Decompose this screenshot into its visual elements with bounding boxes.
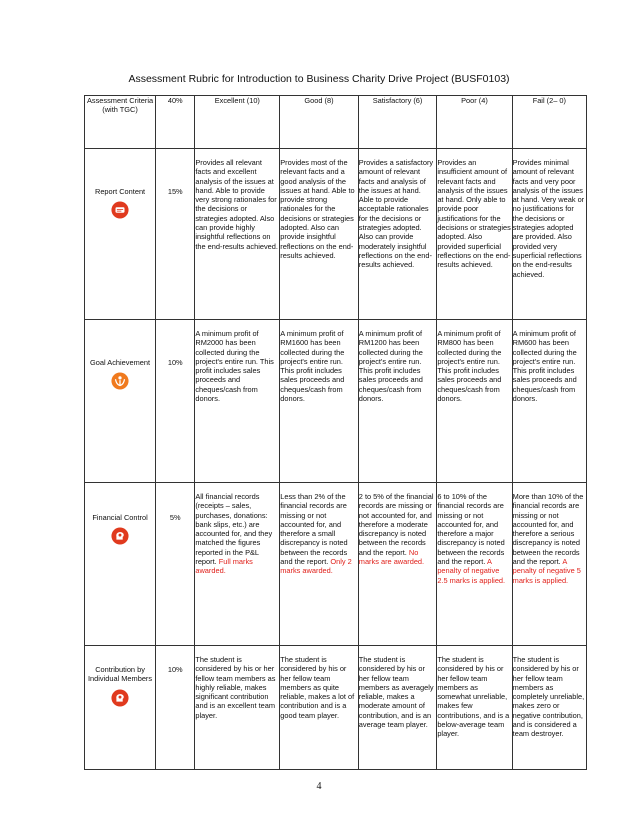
rubric-row-report-content: [85, 149, 587, 320]
head-gear-icon: [111, 689, 129, 707]
weight-cell: [156, 646, 195, 770]
cell-text: A minimum profit of RM800 has been collected during the project's entire run. This profit includes sales proceeds and cheques/cash from donors.: [437, 329, 502, 404]
criterion-cell: [85, 320, 156, 483]
cell-text: The student is considered by his or her fellow team members as averagely reliable, makes a moderate amount of contribution, and is an average team player.: [358, 655, 434, 730]
poor-cell: [437, 483, 512, 646]
poor-cell: [437, 320, 512, 483]
good-cell: [280, 320, 359, 483]
poor-cell: [437, 149, 512, 320]
satisfactory-cell: [358, 149, 437, 320]
cell-text: A minimum profit of RM2000 has been collected during the project's entire run. This profit includes sales proceeds and cheques/cash from donors.: [195, 329, 274, 404]
fail-cell: [512, 320, 586, 483]
satisfactory-cell: [358, 483, 437, 646]
header-row: [85, 96, 587, 149]
cell-text: Less than 2% of the financial records are missing or not accounted for, and therefore a small discrepancy is noted between the records and the report.: [280, 492, 348, 567]
penalty-text: A penalty of negative 5 marks is applied.: [512, 557, 581, 585]
penalty-text: No marks are awarded.: [358, 547, 425, 567]
cell-text: Provides an insufficient amount of relevant facts and analysis of the issues at hand. Only able to provide poor justifications for the decisions or strategies adopted. Also provided superficial reflections on the end-results achieved.: [437, 158, 511, 270]
cell-text: The student is considered by his or her fellow team members as completely unreliable, makes zero or negative contribution, and is considered a team destroyer.: [512, 655, 585, 739]
cell-text: The student is considered by his or her fellow team members as highly reliable, makes significant contribution and is an excellent team player.: [195, 655, 276, 720]
header-poor: Poor (4): [437, 96, 512, 149]
hands-person-icon: [111, 372, 129, 390]
weight-value: 10%: [167, 665, 183, 674]
page-number: 4: [316, 781, 322, 792]
criterion-label: Goal Achievement: [90, 358, 151, 367]
weight-cell: [156, 320, 195, 483]
satisfactory-cell: [358, 320, 437, 483]
scroll-icon: [111, 201, 129, 219]
good-cell: [280, 483, 359, 646]
weight-value: 10%: [167, 358, 183, 367]
fail-cell: [512, 646, 586, 770]
cell-text: 6 to 10% of the financial records are missing or not accounted for, and therefore a major discrepancy is noted between the records and the report.: [437, 492, 505, 567]
criterion-cell: [85, 646, 156, 770]
cell-text: A minimum profit of RM1600 has been collected during the project's entire run. This profit includes sales proceeds and cheques/cash from donors.: [280, 329, 345, 404]
weight-cell: [156, 149, 195, 320]
excellent-cell: [195, 320, 280, 483]
cell-text: The student is considered by his or her fellow team members as quite reliable, makes a lot of contribution and is a good team player.: [280, 655, 355, 720]
cell-text: All financial records (receipts – sales, purchases, donations: bank slips, etc.) are accounted for, and they matched the figures reported in the P&L report.: [195, 492, 273, 567]
good-cell: [280, 149, 359, 320]
weight-value: 5%: [169, 513, 181, 522]
criterion-cell: [85, 149, 156, 320]
rubric-row-financial-control: [85, 483, 587, 646]
fail-cell: [512, 483, 586, 646]
page-title: Assessment Rubric for Introduction to Business Charity Drive Project (BUSF0103): [128, 73, 510, 85]
excellent-cell: [195, 149, 280, 320]
excellent-cell: [195, 646, 280, 770]
rubric-row-contribution: [85, 646, 587, 770]
header-satisfactory: Satisfactory (6): [358, 96, 437, 149]
cell-text: Provides most of the relevant facts and a good analysis of the issues at hand. Able to provide strong rationales for the decisions or strategies adopted. Also can provide insightful reflections on the end-results achieved.: [280, 158, 355, 260]
cell-text: A minimum profit of RM1200 has been collected during the project's entire run. This profit includes sales proceeds and cheques/cash from donors.: [358, 329, 423, 404]
good-cell: [280, 646, 359, 770]
criterion-label: Financial Control: [92, 513, 148, 522]
weight-cell: [156, 483, 195, 646]
header-fail: Fail (2– 0): [512, 96, 586, 149]
cell-text: The student is considered by his or her fellow team members as somewhat unreliable, makes few contributions, and is a below-average team player.: [437, 655, 510, 739]
cell-text: More than 10% of the financial records are missing or not accounted for, and therefore a serious discrepancy is noted between the records and the report.: [512, 492, 584, 567]
penalty-text: A penalty of negative 2.5 marks is applied.: [437, 557, 506, 585]
criterion-cell: [85, 483, 156, 646]
criterion-label: Report Content: [94, 187, 146, 196]
cell-text: Provides a satisfactory amount of relevant facts and analysis of the issues at hand. Able to provide acceptable rationales for the decisions or strategies adopted. Also can provide moderately insightful reflections on the end-results achieved.: [358, 158, 434, 270]
head-gear-icon: [111, 527, 129, 545]
header-criteria: Assessment Criteria (with TGC): [85, 96, 156, 149]
header-good: Good (8): [280, 96, 359, 149]
poor-cell: [437, 646, 512, 770]
weight-value: 15%: [167, 187, 183, 196]
cell-text: A minimum profit of RM600 has been collected during the project's entire run. This profit includes sales proceeds and cheques/cash from donors.: [512, 329, 577, 404]
cell-text: Provides all relevant facts and excellent analysis of the issues at hand. Able to provide very strong rationales for the decisions or strategies adopted. Also can provide highly insightful reflections on the end-results achieved.: [195, 158, 278, 251]
rubric-table: [84, 95, 587, 770]
satisfactory-cell: [358, 646, 437, 770]
rubric-row-goal-achievement: [85, 320, 587, 483]
penalty-text: Only 2 marks awarded.: [280, 557, 352, 576]
cell-text: Provides minimal amount of relevant facts and very poor analysis of the issues at hand. Very weak or no justifications for the decisions or strategies adopted are provided. Also provided very superficial reflections on the end-results achieved.: [512, 158, 585, 279]
excellent-cell: [195, 483, 280, 646]
penalty-text: Full marks awarded.: [195, 557, 253, 576]
criterion-label: Contribution by Individual Members: [88, 665, 153, 684]
header-excellent: Excellent (10): [195, 96, 280, 149]
fail-cell: [512, 149, 586, 320]
header-weight: 40%: [156, 96, 195, 149]
cell-text: 2 to 5% of the financial records are missing or not accounted for, and therefore a moderate discrepancy is noted between the records and the report.: [358, 492, 434, 557]
